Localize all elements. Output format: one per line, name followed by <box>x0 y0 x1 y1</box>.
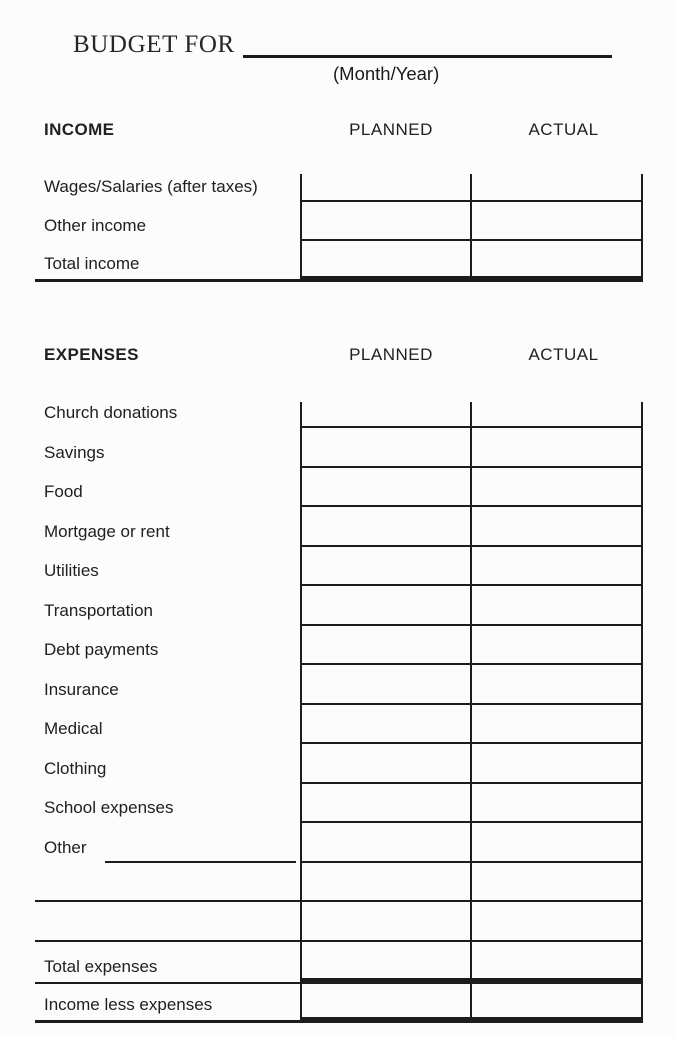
expense-row-label: Insurance <box>44 679 119 699</box>
expense-row-label: Food <box>44 482 83 501</box>
planned-cell[interactable] <box>300 902 470 942</box>
expense-row <box>35 784 643 824</box>
planned-cell[interactable] <box>300 507 470 547</box>
planned-cell[interactable] <box>300 586 470 626</box>
expense-row-label: School expenses <box>44 798 174 817</box>
actual-cell[interactable] <box>470 428 643 468</box>
expense-row <box>35 942 643 984</box>
expense-row-label: Church donations <box>44 403 178 422</box>
planned-cell[interactable] <box>300 547 470 587</box>
planned-cell[interactable] <box>300 705 470 745</box>
income-row-label: Wages/Salaries (after taxes) <box>44 177 258 196</box>
planned-column-header: PLANNED <box>349 120 433 139</box>
planned-cell[interactable] <box>300 823 470 863</box>
expense-row-label: Transportation <box>44 600 153 620</box>
planned-cell[interactable] <box>300 468 470 508</box>
expense-row <box>35 902 643 942</box>
planned-cell[interactable] <box>300 942 470 984</box>
income-row <box>35 202 643 241</box>
expense-row-label: Medical <box>44 719 103 738</box>
income-section-label: INCOME <box>44 120 115 139</box>
planned-cell[interactable] <box>300 626 470 666</box>
expense-row-label: Clothing <box>44 758 107 778</box>
expense-row <box>35 665 643 705</box>
expenses-section-header <box>35 344 643 366</box>
expense-row <box>35 823 643 863</box>
expense-row <box>35 586 643 626</box>
expense-row-label: Utilities <box>44 561 99 580</box>
expense-row <box>35 547 643 587</box>
expense-row-label: Savings <box>44 442 105 462</box>
expense-row <box>35 705 643 745</box>
planned-cell[interactable] <box>300 241 470 282</box>
actual-cell[interactable] <box>470 705 643 745</box>
budget-for-writein-line[interactable] <box>243 30 612 58</box>
expense-row <box>35 863 643 903</box>
planned-cell[interactable] <box>300 174 470 202</box>
expense-row-label: Mortgage or rent <box>44 521 170 541</box>
planned-cell[interactable] <box>300 784 470 824</box>
actual-cell[interactable] <box>470 902 643 942</box>
actual-cell[interactable] <box>470 202 643 241</box>
income-row <box>35 174 643 202</box>
actual-cell[interactable] <box>470 468 643 508</box>
income-section-header <box>35 119 643 141</box>
actual-cell[interactable] <box>470 507 643 547</box>
actual-cell[interactable] <box>470 174 643 202</box>
planned-cell[interactable] <box>300 984 470 1023</box>
other-writein-line[interactable] <box>105 823 296 863</box>
planned-cell[interactable] <box>300 744 470 784</box>
planned-cell[interactable] <box>300 402 470 428</box>
expenses-section-label: EXPENSES <box>44 345 139 364</box>
form-title-row <box>0 0 675 60</box>
expense-row <box>35 984 643 1023</box>
expense-row <box>35 468 643 508</box>
month-year-label: (Month/Year) <box>333 63 440 84</box>
expense-row <box>35 402 643 428</box>
expense-row-label <box>35 902 300 942</box>
actual-cell[interactable] <box>470 823 643 863</box>
expense-row <box>35 626 643 666</box>
expense-row-label <box>35 823 300 863</box>
planned-cell[interactable] <box>300 665 470 705</box>
income-row <box>35 241 643 282</box>
income-row-label: Other income <box>44 216 147 235</box>
expense-row-label-text: Other <box>44 837 87 857</box>
income-row-label: Total income <box>35 241 300 282</box>
actual-cell[interactable] <box>470 784 643 824</box>
expense-row <box>35 428 643 468</box>
page-title: BUDGET FOR <box>73 31 235 58</box>
actual-cell[interactable] <box>470 241 643 282</box>
planned-cell[interactable] <box>300 863 470 903</box>
expense-row-label: Total expenses <box>35 942 300 984</box>
actual-cell[interactable] <box>470 402 643 428</box>
expense-row <box>35 507 643 547</box>
actual-cell[interactable] <box>470 942 643 984</box>
actual-cell[interactable] <box>470 863 643 903</box>
actual-cell[interactable] <box>470 744 643 784</box>
expense-row-label: Income less expenses <box>35 984 300 1023</box>
expense-row <box>35 744 643 784</box>
actual-cell[interactable] <box>470 626 643 666</box>
expense-row-label: Debt payments <box>44 640 159 659</box>
actual-cell[interactable] <box>470 665 643 705</box>
expense-row-label <box>35 863 300 903</box>
income-table <box>35 174 643 282</box>
actual-column-header: ACTUAL <box>528 120 599 139</box>
actual-cell[interactable] <box>470 586 643 626</box>
planned-cell[interactable] <box>300 202 470 241</box>
expenses-table <box>35 402 643 1023</box>
planned-column-header: PLANNED <box>349 345 433 364</box>
actual-cell[interactable] <box>470 984 643 1023</box>
actual-column-header: ACTUAL <box>528 345 599 364</box>
actual-cell[interactable] <box>470 547 643 587</box>
planned-cell[interactable] <box>300 428 470 468</box>
